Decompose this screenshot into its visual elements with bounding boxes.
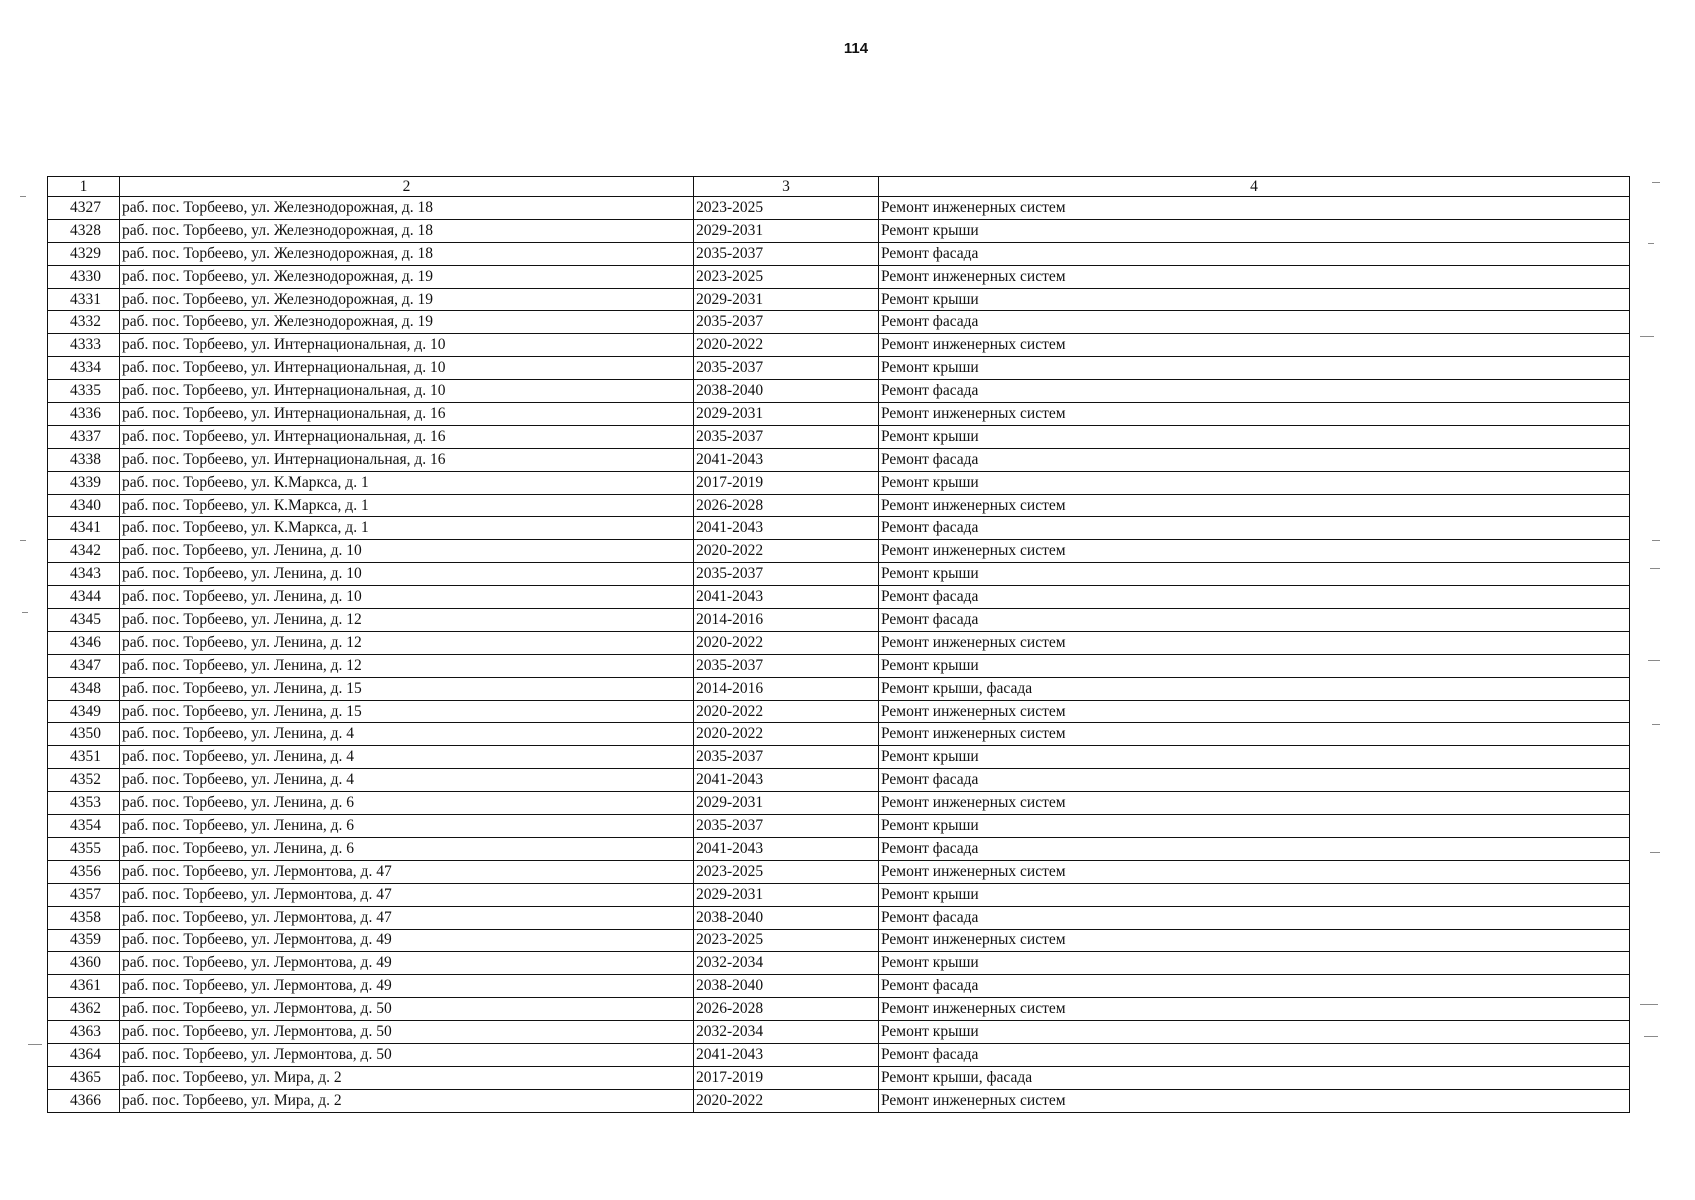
table-row	[48, 425, 1630, 448]
address-cell: раб. пос. Торбеево, ул. Интернациональная, д. 10	[120, 357, 694, 380]
table-row	[48, 746, 1630, 769]
scan-mark	[1640, 1004, 1658, 1005]
row-number: 4336	[48, 403, 120, 426]
row-number: 4362	[48, 998, 120, 1021]
work-type-cell: Ремонт крыши, фасада	[879, 1066, 1630, 1089]
work-type-cell: Ремонт фасада	[879, 517, 1630, 540]
work-type-cell: Ремонт крыши	[879, 471, 1630, 494]
column-header-1: 1	[48, 177, 120, 197]
row-number: 4363	[48, 1021, 120, 1044]
work-type-cell: Ремонт крыши	[879, 357, 1630, 380]
column-header-4: 4	[879, 177, 1630, 197]
work-type-cell: Ремонт инженерных систем	[879, 723, 1630, 746]
period-cell: 2020-2022	[694, 631, 879, 654]
address-cell: раб. пос. Торбеево, ул. Ленина, д. 15	[120, 700, 694, 723]
address-cell: раб. пос. Торбеево, ул. Ленина, д. 6	[120, 815, 694, 838]
period-cell: 2035-2037	[694, 815, 879, 838]
work-type-cell: Ремонт фасада	[879, 837, 1630, 860]
table-row	[48, 448, 1630, 471]
period-cell: 2020-2022	[694, 540, 879, 563]
row-number: 4355	[48, 837, 120, 860]
work-type-cell: Ремонт крыши	[879, 746, 1630, 769]
period-cell: 2023-2025	[694, 265, 879, 288]
address-cell: раб. пос. Торбеево, ул. Лермонтова, д. 47	[120, 906, 694, 929]
period-cell: 2041-2043	[694, 448, 879, 471]
address-cell: раб. пос. Торбеево, ул. Железнодорожная, д. 19	[120, 265, 694, 288]
period-cell: 2017-2019	[694, 1066, 879, 1089]
address-cell: раб. пос. Торбеево, ул. Мира, д. 2	[120, 1089, 694, 1112]
table-row	[48, 403, 1630, 426]
work-type-cell: Ремонт крыши	[879, 815, 1630, 838]
address-cell: раб. пос. Торбеево, ул. Лермонтова, д. 49	[120, 952, 694, 975]
address-cell: раб. пос. Торбеево, ул. Ленина, д. 12	[120, 654, 694, 677]
period-cell: 2029-2031	[694, 792, 879, 815]
work-type-cell: Ремонт инженерных систем	[879, 197, 1630, 220]
page-number: 114	[843, 40, 869, 57]
row-number: 4342	[48, 540, 120, 563]
table-row	[48, 334, 1630, 357]
table-row	[48, 1043, 1630, 1066]
header-row	[48, 177, 1630, 197]
scan-mark	[1650, 852, 1660, 853]
work-type-cell: Ремонт инженерных систем	[879, 792, 1630, 815]
address-cell: раб. пос. Торбеево, ул. Ленина, д. 10	[120, 563, 694, 586]
table-row	[48, 952, 1630, 975]
scan-mark	[1648, 660, 1660, 661]
work-type-cell: Ремонт фасада	[879, 1043, 1630, 1066]
work-type-cell: Ремонт инженерных систем	[879, 494, 1630, 517]
period-cell: 2023-2025	[694, 929, 879, 952]
table-row	[48, 1021, 1630, 1044]
work-type-cell: Ремонт крыши, фасада	[879, 677, 1630, 700]
table-row	[48, 563, 1630, 586]
row-number: 4364	[48, 1043, 120, 1066]
work-type-cell: Ремонт инженерных систем	[879, 265, 1630, 288]
address-cell: раб. пос. Торбеево, ул. Лермонтова, д. 49	[120, 929, 694, 952]
address-cell: раб. пос. Торбеево, ул. Интернациональная, д. 10	[120, 334, 694, 357]
scan-mark	[1652, 724, 1660, 725]
table-row	[48, 242, 1630, 265]
table-row	[48, 998, 1630, 1021]
row-number: 4359	[48, 929, 120, 952]
table-row	[48, 723, 1630, 746]
period-cell: 2041-2043	[694, 586, 879, 609]
address-cell: раб. пос. Торбеево, ул. Ленина, д. 12	[120, 609, 694, 632]
table-row	[48, 837, 1630, 860]
address-cell: раб. пос. Торбеево, ул. Лермонтова, д. 47	[120, 883, 694, 906]
scan-mark	[22, 612, 28, 613]
period-cell: 2029-2031	[694, 883, 879, 906]
scan-mark	[1648, 243, 1654, 244]
work-type-cell: Ремонт фасада	[879, 769, 1630, 792]
table-row	[48, 677, 1630, 700]
table-row	[48, 540, 1630, 563]
row-number: 4357	[48, 883, 120, 906]
row-number: 4361	[48, 975, 120, 998]
period-cell: 2014-2016	[694, 677, 879, 700]
address-cell: раб. пос. Торбеево, ул. Ленина, д. 10	[120, 586, 694, 609]
scan-mark	[28, 1044, 42, 1045]
address-cell: раб. пос. Торбеево, ул. Ленина, д. 4	[120, 723, 694, 746]
address-cell: раб. пос. Торбеево, ул. Ленина, д. 12	[120, 631, 694, 654]
address-cell: раб. пос. Торбеево, ул. Железнодорожная, д. 19	[120, 288, 694, 311]
table-row	[48, 792, 1630, 815]
work-type-cell: Ремонт крыши	[879, 563, 1630, 586]
table-row	[48, 586, 1630, 609]
scan-mark	[20, 540, 26, 541]
row-number: 4350	[48, 723, 120, 746]
table-row	[48, 494, 1630, 517]
work-type-cell: Ремонт инженерных систем	[879, 334, 1630, 357]
address-cell: раб. пос. Торбеево, ул. Лермонтова, д. 50	[120, 1021, 694, 1044]
row-number: 4366	[48, 1089, 120, 1112]
row-number: 4337	[48, 425, 120, 448]
row-number: 4360	[48, 952, 120, 975]
work-type-cell: Ремонт фасада	[879, 609, 1630, 632]
table-row	[48, 700, 1630, 723]
work-type-cell: Ремонт крыши	[879, 288, 1630, 311]
work-type-cell: Ремонт инженерных систем	[879, 540, 1630, 563]
work-type-cell: Ремонт фасада	[879, 311, 1630, 334]
table-row	[48, 517, 1630, 540]
period-cell: 2023-2025	[694, 197, 879, 220]
period-cell: 2029-2031	[694, 403, 879, 426]
address-cell: раб. пос. Торбеево, ул. Интернациональная, д. 16	[120, 425, 694, 448]
work-type-cell: Ремонт фасада	[879, 448, 1630, 471]
period-cell: 2035-2037	[694, 746, 879, 769]
address-cell: раб. пос. Торбеево, ул. Мира, д. 2	[120, 1066, 694, 1089]
work-type-cell: Ремонт фасада	[879, 586, 1630, 609]
scan-mark	[1652, 182, 1660, 183]
period-cell: 2017-2019	[694, 471, 879, 494]
table-row	[48, 1066, 1630, 1089]
address-cell: раб. пос. Торбеево, ул. Интернациональная, д. 16	[120, 403, 694, 426]
table-body	[48, 197, 1630, 1113]
work-type-cell: Ремонт инженерных систем	[879, 631, 1630, 654]
address-cell: раб. пос. Торбеево, ул. Лермонтова, д. 49	[120, 975, 694, 998]
period-cell: 2032-2034	[694, 1021, 879, 1044]
table-row	[48, 380, 1630, 403]
row-number: 4340	[48, 494, 120, 517]
row-number: 4349	[48, 700, 120, 723]
period-cell: 2035-2037	[694, 563, 879, 586]
row-number: 4365	[48, 1066, 120, 1089]
table-row	[48, 654, 1630, 677]
period-cell: 2023-2025	[694, 860, 879, 883]
table-row	[48, 197, 1630, 220]
work-type-cell: Ремонт крыши	[879, 952, 1630, 975]
repair-schedule-table	[47, 176, 1630, 1113]
period-cell: 2032-2034	[694, 952, 879, 975]
period-cell: 2020-2022	[694, 700, 879, 723]
address-cell: раб. пос. Торбеево, ул. К.Маркса, д. 1	[120, 471, 694, 494]
table-row	[48, 265, 1630, 288]
work-type-cell: Ремонт инженерных систем	[879, 403, 1630, 426]
scan-mark	[20, 196, 26, 197]
period-cell: 2020-2022	[694, 334, 879, 357]
scan-mark	[1652, 540, 1660, 541]
work-type-cell: Ремонт крыши	[879, 654, 1630, 677]
work-type-cell: Ремонт фасада	[879, 380, 1630, 403]
table-row	[48, 815, 1630, 838]
period-cell: 2029-2031	[694, 288, 879, 311]
address-cell: раб. пос. Торбеево, ул. Ленина, д. 4	[120, 769, 694, 792]
work-type-cell: Ремонт крыши	[879, 219, 1630, 242]
row-number: 4352	[48, 769, 120, 792]
table-row	[48, 609, 1630, 632]
period-cell: 2041-2043	[694, 769, 879, 792]
work-type-cell: Ремонт инженерных систем	[879, 1089, 1630, 1112]
row-number: 4354	[48, 815, 120, 838]
period-cell: 2014-2016	[694, 609, 879, 632]
period-cell: 2020-2022	[694, 723, 879, 746]
row-number: 4346	[48, 631, 120, 654]
address-cell: раб. пос. Торбеево, ул. Лермонтова, д. 50	[120, 1043, 694, 1066]
table-row	[48, 929, 1630, 952]
work-type-cell: Ремонт инженерных систем	[879, 700, 1630, 723]
row-number: 4335	[48, 380, 120, 403]
table-row	[48, 311, 1630, 334]
row-number: 4345	[48, 609, 120, 632]
address-cell: раб. пос. Торбеево, ул. Ленина, д. 6	[120, 792, 694, 815]
scan-mark	[1650, 568, 1660, 569]
column-header-3: 3	[694, 177, 879, 197]
address-cell: раб. пос. Торбеево, ул. Железнодорожная, д. 19	[120, 311, 694, 334]
table-row	[48, 357, 1630, 380]
work-type-cell: Ремонт крыши	[879, 883, 1630, 906]
period-cell: 2035-2037	[694, 242, 879, 265]
column-header-2: 2	[120, 177, 694, 197]
row-number: 4344	[48, 586, 120, 609]
row-number: 4329	[48, 242, 120, 265]
address-cell: раб. пос. Торбеево, ул. Лермонтова, д. 50	[120, 998, 694, 1021]
work-type-cell: Ремонт инженерных систем	[879, 998, 1630, 1021]
work-type-cell: Ремонт фасада	[879, 906, 1630, 929]
work-type-cell: Ремонт фасада	[879, 242, 1630, 265]
address-cell: раб. пос. Торбеево, ул. Железнодорожная, д. 18	[120, 242, 694, 265]
address-cell: раб. пос. Торбеево, ул. Железнодорожная, д. 18	[120, 197, 694, 220]
period-cell: 2041-2043	[694, 837, 879, 860]
address-cell: раб. пос. Торбеево, ул. Лермонтова, д. 47	[120, 860, 694, 883]
address-cell: раб. пос. Торбеево, ул. Ленина, д. 10	[120, 540, 694, 563]
period-cell: 2038-2040	[694, 975, 879, 998]
period-cell: 2038-2040	[694, 906, 879, 929]
row-number: 4358	[48, 906, 120, 929]
work-type-cell: Ремонт крыши	[879, 425, 1630, 448]
row-number: 4330	[48, 265, 120, 288]
work-type-cell: Ремонт крыши	[879, 1021, 1630, 1044]
row-number: 4339	[48, 471, 120, 494]
period-cell: 2035-2037	[694, 654, 879, 677]
address-cell: раб. пос. Торбеево, ул. Ленина, д. 15	[120, 677, 694, 700]
address-cell: раб. пос. Торбеево, ул. К.Маркса, д. 1	[120, 494, 694, 517]
table-row	[48, 906, 1630, 929]
row-number: 4348	[48, 677, 120, 700]
address-cell: раб. пос. Торбеево, ул. Ленина, д. 6	[120, 837, 694, 860]
period-cell: 2041-2043	[694, 1043, 879, 1066]
row-number: 4347	[48, 654, 120, 677]
address-cell: раб. пос. Торбеево, ул. Интернациональная, д. 10	[120, 380, 694, 403]
row-number: 4353	[48, 792, 120, 815]
table-row	[48, 860, 1630, 883]
address-cell: раб. пос. Торбеево, ул. Ленина, д. 4	[120, 746, 694, 769]
row-number: 4332	[48, 311, 120, 334]
period-cell: 2026-2028	[694, 998, 879, 1021]
period-cell: 2035-2037	[694, 311, 879, 334]
period-cell: 2035-2037	[694, 425, 879, 448]
work-type-cell: Ремонт инженерных систем	[879, 860, 1630, 883]
table-row	[48, 219, 1630, 242]
period-cell: 2020-2022	[694, 1089, 879, 1112]
period-cell: 2026-2028	[694, 494, 879, 517]
row-number: 4338	[48, 448, 120, 471]
table-row	[48, 631, 1630, 654]
row-number: 4331	[48, 288, 120, 311]
row-number: 4333	[48, 334, 120, 357]
scan-mark	[1640, 336, 1654, 337]
row-number: 4327	[48, 197, 120, 220]
period-cell: 2038-2040	[694, 380, 879, 403]
table-row	[48, 769, 1630, 792]
row-number: 4334	[48, 357, 120, 380]
address-cell: раб. пос. Торбеево, ул. Интернациональная, д. 16	[120, 448, 694, 471]
table-row	[48, 883, 1630, 906]
period-cell: 2041-2043	[694, 517, 879, 540]
row-number: 4341	[48, 517, 120, 540]
period-cell: 2029-2031	[694, 219, 879, 242]
table-row	[48, 1089, 1630, 1112]
table-row	[48, 471, 1630, 494]
row-number: 4351	[48, 746, 120, 769]
period-cell: 2035-2037	[694, 357, 879, 380]
address-cell: раб. пос. Торбеево, ул. К.Маркса, д. 1	[120, 517, 694, 540]
work-type-cell: Ремонт инженерных систем	[879, 929, 1630, 952]
address-cell: раб. пос. Торбеево, ул. Железнодорожная, д. 18	[120, 219, 694, 242]
row-number: 4328	[48, 219, 120, 242]
row-number: 4356	[48, 860, 120, 883]
row-number: 4343	[48, 563, 120, 586]
table-row	[48, 288, 1630, 311]
table-row	[48, 975, 1630, 998]
scan-mark	[1644, 1036, 1658, 1037]
work-type-cell: Ремонт фасада	[879, 975, 1630, 998]
